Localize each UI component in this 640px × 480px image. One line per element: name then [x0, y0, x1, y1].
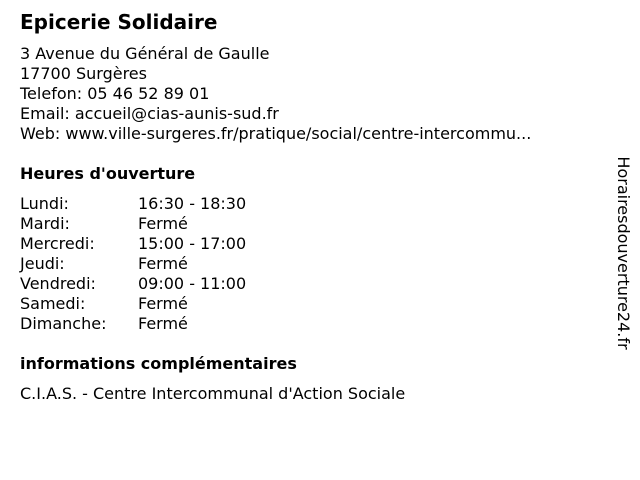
hours-row-sunday	[20, 314, 246, 334]
hours-row-monday	[20, 194, 246, 214]
time-value: 15:00 - 17:00	[138, 234, 247, 253]
site-brand-vertical[interactable]: Horairesdouverture24.fr	[614, 156, 633, 350]
store-name: Epicerie Solidaire	[20, 10, 218, 34]
hours-row-saturday	[20, 294, 246, 314]
time-value: Fermé	[138, 294, 188, 313]
time-value: Fermé	[138, 314, 188, 333]
address-city: 17700 Surgères	[20, 64, 147, 83]
hours-row-friday	[20, 274, 246, 294]
info-heading: informations complémentaires	[20, 354, 297, 373]
hours-row-wednesday	[20, 234, 246, 254]
time-value: Fermé	[138, 254, 188, 273]
address-street: 3 Avenue du Général de Gaulle	[20, 44, 270, 63]
phone-line[interactable]: Telefon: 05 46 52 89 01	[20, 84, 210, 103]
day-label: Lundi:	[20, 194, 69, 213]
address-block	[20, 44, 531, 144]
day-label: Dimanche:	[20, 314, 107, 333]
day-label: Samedi:	[20, 294, 86, 313]
time-value: 16:30 - 18:30	[138, 194, 247, 213]
day-label: Vendredi:	[20, 274, 96, 293]
time-value: 09:00 - 11:00	[138, 274, 247, 293]
time-value: Fermé	[138, 214, 188, 233]
hours-row-tuesday	[20, 214, 246, 234]
hours-table	[20, 194, 246, 334]
web-line[interactable]: Web: www.ville-surgeres.fr/pratique/social/centre-intercommu...	[20, 124, 532, 143]
hours-heading: Heures d'ouverture	[20, 164, 196, 183]
info-text: C.I.A.S. - Centre Intercommunal d'Action Sociale	[20, 384, 406, 403]
day-label: Mardi:	[20, 214, 70, 233]
day-label: Mercredi:	[20, 234, 95, 253]
hours-row-thursday	[20, 254, 246, 274]
day-label: Jeudi:	[20, 254, 65, 273]
email-line[interactable]: Email: accueil@cias-aunis-sud.fr	[20, 104, 279, 123]
